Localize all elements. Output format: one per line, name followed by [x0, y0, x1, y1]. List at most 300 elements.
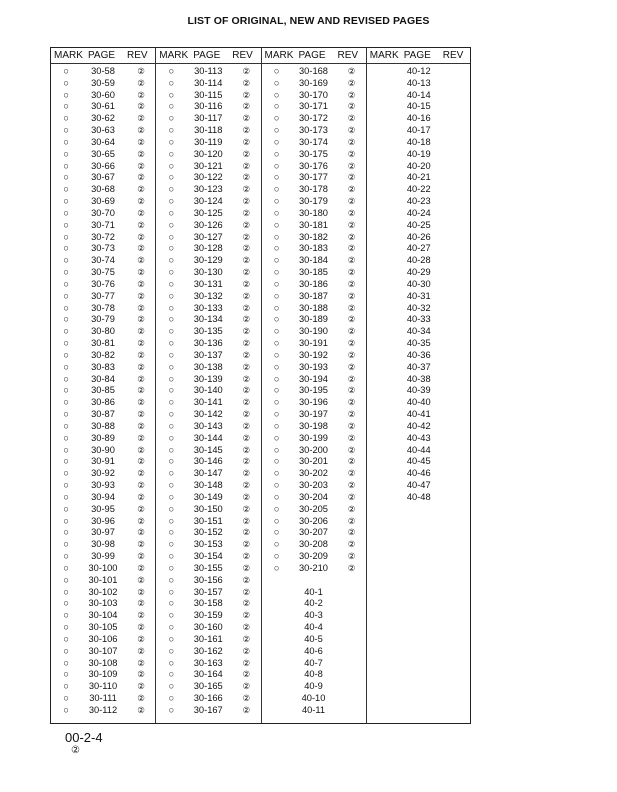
rev-cell: ②	[137, 527, 145, 538]
mark-cell: ○	[63, 290, 69, 301]
column-header-mark: MARK	[159, 50, 189, 61]
page-cell: 30-179	[299, 196, 328, 207]
rev-cell: ②	[137, 77, 145, 88]
rev-cell: ②	[347, 326, 356, 337]
rev-cell: ②	[137, 255, 145, 266]
mark-cell: ○	[63, 101, 69, 112]
mark-cell: ○	[168, 207, 175, 218]
rev-cell: ②	[137, 468, 145, 479]
page-cell: 30-108	[88, 657, 118, 668]
mark-cell: ○	[273, 267, 280, 278]
rev-cell: ②	[347, 77, 356, 88]
mark-cell: ○	[273, 77, 280, 88]
mark-cell: ○	[273, 314, 280, 325]
mark-cell: ○	[63, 515, 69, 526]
page-cell: 30-66	[91, 160, 115, 171]
mark-cell: ○	[63, 480, 69, 491]
mark-cell: ○	[168, 326, 175, 337]
mark-cell: ○	[63, 172, 69, 183]
page-cell: 30-71	[91, 219, 115, 230]
rev-cell: ②	[137, 207, 145, 218]
mark-cell: ○	[168, 444, 175, 455]
rev-cell: ②	[347, 290, 356, 301]
page-cell: 40-8	[304, 669, 323, 680]
rev-cell: ②	[137, 657, 145, 668]
rev-cell: ②	[242, 219, 251, 230]
page-cell: 30-197	[299, 409, 328, 420]
rev-cell: ②	[137, 89, 145, 100]
mark-cell: ○	[168, 314, 175, 325]
rev-cell: ②	[242, 278, 251, 289]
rev-cell: ②	[242, 89, 251, 100]
mark-cell: ○	[63, 574, 69, 585]
mark-cell: ○	[168, 148, 175, 159]
page-cell: 30-173	[299, 125, 328, 136]
page-cell: 30-117	[194, 113, 223, 124]
rev-cell: ②	[137, 349, 145, 360]
page-cell: 40-35	[406, 338, 431, 349]
rev-cell: ②	[347, 148, 356, 159]
page-cell: 30-121	[193, 160, 223, 171]
mark-cell: ○	[168, 338, 175, 349]
rev-cell: ②	[137, 598, 145, 609]
page-cell: 30-145	[193, 444, 223, 455]
page-cell: 30-58	[91, 66, 115, 76]
rev-cell: ②	[137, 704, 145, 715]
page-cell: 40-46	[406, 468, 431, 479]
mark-cell: ○	[273, 66, 280, 76]
rev-cell: ②	[242, 373, 251, 384]
rev-cell: ②	[347, 456, 356, 467]
page-cell: 30-74	[91, 255, 115, 266]
mark-cell: ○	[168, 172, 175, 183]
page-cell: 30-112	[88, 704, 118, 715]
mark-cell: ○	[273, 539, 280, 550]
page-cell: 30-109	[88, 669, 118, 680]
page-cell: 40-4	[304, 622, 323, 632]
rev-cell: ②	[242, 456, 251, 467]
mark-cell: ○	[63, 562, 69, 573]
rev-cell: ②	[242, 314, 251, 325]
mark-cell: ○	[63, 125, 69, 136]
mark-cell: ○	[63, 113, 69, 124]
rev-cell: ②	[137, 338, 145, 349]
mark-cell: ○	[63, 468, 69, 479]
rev-cell: ②	[137, 645, 145, 656]
mark-cell: ○	[273, 290, 280, 301]
column-header-rev: REV	[337, 50, 359, 61]
mark-cell: ○	[168, 586, 175, 597]
page-cell: 30-75	[91, 267, 115, 278]
page-cell: 30-131	[193, 278, 223, 289]
rev-cell: ②	[347, 373, 356, 384]
page-cell: 30-170	[299, 89, 328, 100]
page-cell: 40-19	[406, 148, 431, 159]
page-cell: 30-187	[299, 290, 328, 301]
page-cell: 30-120	[193, 148, 223, 159]
page-cell: 30-166	[193, 692, 223, 703]
mark-cell: ○	[63, 622, 69, 632]
rev-cell: ②	[137, 669, 145, 680]
page-cell: 30-116	[194, 101, 223, 112]
mark-cell: ○	[168, 491, 175, 502]
page-cell: 30-70	[91, 207, 115, 218]
page-cell: 30-119	[194, 136, 223, 147]
mark-cell: ○	[273, 172, 280, 183]
page-cell: 40-26	[406, 231, 431, 242]
page-cell: 30-185	[299, 267, 328, 278]
mark-cell: ○	[168, 527, 175, 538]
page-cell: 30-115	[194, 89, 223, 100]
rev-cell: ②	[242, 243, 251, 254]
page-cell: 30-72	[91, 231, 115, 242]
page-cell: 40-25	[406, 219, 431, 230]
column-header-rev: REV	[442, 50, 464, 61]
rev-cell: ②	[242, 66, 251, 76]
rev-cell: ②	[347, 302, 356, 313]
rev-cell: ②	[347, 314, 356, 325]
page-cell: 30-136	[193, 338, 223, 349]
mark-cell: ○	[168, 302, 175, 313]
page-cell: 30-92	[91, 468, 115, 479]
page-cell: 30-68	[91, 184, 115, 195]
rev-cell: ②	[137, 136, 145, 147]
page-cell: 30-86	[91, 397, 115, 408]
mark-cell: ○	[273, 113, 280, 124]
mark-cell: ○	[168, 77, 175, 88]
mark-cell: ○	[273, 302, 280, 313]
mark-cell: ○	[273, 349, 280, 360]
rev-cell: ②	[347, 432, 356, 443]
page-cell: 40-5	[304, 633, 323, 644]
page-cell: 40-28	[406, 255, 431, 266]
mark-cell: ○	[168, 136, 175, 147]
column-header-rev: REV	[127, 50, 148, 61]
rev-cell: ②	[137, 278, 145, 289]
page-cell: 30-80	[91, 326, 115, 337]
rev-cell: ②	[242, 326, 251, 337]
page-cell: 40-37	[406, 361, 431, 372]
rev-cell: ②	[137, 125, 145, 136]
rev-cell: ②	[242, 160, 251, 171]
rev-cell: ②	[242, 255, 251, 266]
column-header-page: PAGE	[193, 50, 221, 61]
page-cell: 40-42	[406, 420, 431, 431]
page-cell: 30-78	[91, 302, 115, 313]
page-cell: 40-40	[406, 397, 431, 408]
page-cell: 30-202	[299, 468, 328, 479]
rev-cell: ②	[242, 136, 251, 147]
page-cell: 30-77	[91, 290, 115, 301]
page-cell: 30-200	[299, 444, 328, 455]
mark-cell: ○	[63, 645, 69, 656]
rev-cell: ②	[347, 338, 356, 349]
rev-cell: ②	[347, 196, 356, 207]
column-header-mark: MARK	[264, 50, 294, 61]
page-cell: 40-34	[406, 326, 431, 337]
rev-cell: ②	[242, 598, 251, 609]
rev-cell: ②	[242, 633, 251, 644]
rev-cell: ②	[137, 491, 145, 502]
mark-cell: ○	[273, 219, 280, 230]
rev-cell: ②	[137, 444, 145, 455]
rev-cell: ②	[347, 136, 356, 147]
rev-cell: ②	[242, 290, 251, 301]
page-cell: 40-3	[304, 610, 323, 621]
rev-cell: ②	[137, 290, 145, 301]
mark-cell: ○	[63, 551, 69, 562]
page-cell: 40-16	[406, 113, 431, 124]
page-cell: 40-29	[406, 267, 431, 278]
rev-cell: ②	[137, 219, 145, 230]
rev-cell: ②	[242, 432, 251, 443]
page-cell: 30-79	[91, 314, 115, 325]
rev-cell: ②	[347, 551, 356, 562]
mark-cell: ○	[273, 184, 280, 195]
rev-cell: ②	[137, 622, 145, 632]
page-cell: 40-6	[304, 645, 323, 656]
mark-cell: ○	[168, 409, 175, 420]
page-cell: 40-41	[406, 409, 431, 420]
rev-cell: ②	[347, 539, 356, 550]
page-cell: 40-36	[406, 349, 431, 360]
page-cell: 30-203	[299, 480, 328, 491]
rev-cell: ②	[242, 125, 251, 136]
rev-cell: ②	[137, 480, 145, 491]
page-cell: 30-96	[91, 515, 115, 526]
page-cell: 30-160	[193, 622, 223, 632]
column-header-page: PAGE	[298, 50, 326, 61]
mark-cell: ○	[273, 207, 280, 218]
page-cell: 30-88	[91, 420, 115, 431]
page-cell: 30-180	[299, 207, 328, 218]
page-cell: 30-206	[299, 515, 328, 526]
mark-cell: ○	[168, 539, 175, 550]
mark-cell: ○	[63, 338, 69, 349]
footer-revision-mark: ②	[71, 745, 80, 756]
page-cell: 40-45	[406, 456, 431, 467]
rev-cell: ②	[242, 622, 251, 632]
mark-cell: ○	[63, 503, 69, 514]
page-cell: 30-194	[299, 373, 328, 384]
page-title: LIST OF ORIGINAL, NEW AND REVISED PAGES	[187, 15, 430, 27]
mark-cell: ○	[168, 669, 175, 680]
rev-cell: ②	[347, 562, 356, 573]
mark-cell: ○	[168, 196, 175, 207]
page-cell: 30-148	[193, 480, 223, 491]
rev-cell: ②	[347, 278, 356, 289]
page-cell: 40-13	[406, 77, 431, 88]
page-cell: 30-69	[91, 196, 115, 207]
mark-cell: ○	[63, 456, 69, 467]
page-cell: 30-196	[299, 397, 328, 408]
mark-cell: ○	[168, 255, 175, 266]
rev-cell: ②	[137, 432, 145, 443]
page-cell: 40-21	[406, 172, 431, 183]
mark-cell: ○	[273, 515, 280, 526]
rev-cell: ②	[242, 681, 251, 692]
page-cell: 40-20	[406, 160, 431, 171]
mark-cell: ○	[63, 361, 69, 372]
page-cell: 30-110	[88, 681, 118, 692]
rev-cell: ②	[137, 196, 145, 207]
mark-cell: ○	[273, 385, 280, 396]
mark-cell: ○	[168, 66, 175, 76]
page-cell: 40-22	[406, 184, 431, 195]
page-cell: 30-99	[91, 551, 115, 562]
rev-cell: ②	[347, 243, 356, 254]
mark-cell: ○	[63, 539, 69, 550]
page-cell: 30-59	[91, 77, 115, 88]
page-cell: 30-138	[193, 361, 223, 372]
rev-cell: ②	[137, 231, 145, 242]
rev-cell: ②	[242, 267, 251, 278]
mark-cell: ○	[273, 136, 280, 147]
rev-cell: ②	[137, 184, 145, 195]
page-cell: 30-102	[88, 586, 118, 597]
mark-cell: ○	[273, 444, 280, 455]
page-cell: 30-73	[91, 243, 115, 254]
page-cell: 30-132	[193, 290, 223, 301]
page-cell: 40-38	[406, 373, 431, 384]
rev-cell: ②	[242, 503, 251, 514]
rev-cell: ②	[242, 669, 251, 680]
rev-cell: ②	[137, 456, 145, 467]
mark-cell: ○	[63, 243, 69, 254]
mark-cell: ○	[168, 89, 175, 100]
rev-cell: ②	[242, 385, 251, 396]
page-cell: 30-205	[299, 503, 328, 514]
column-header-page: PAGE	[88, 50, 116, 61]
page-cell: 40-27	[406, 243, 431, 254]
page-cell: 30-98	[91, 539, 115, 550]
page-cell: 30-163	[193, 657, 223, 668]
rev-cell: ②	[347, 66, 356, 76]
rev-cell: ②	[137, 610, 145, 621]
page-cell: 30-114	[194, 77, 223, 88]
rev-cell: ②	[137, 420, 145, 431]
page-cell: 30-137	[193, 349, 223, 360]
mark-cell: ○	[63, 432, 69, 443]
mark-cell: ○	[273, 160, 280, 171]
rev-cell: ②	[137, 681, 145, 692]
rev-cell: ②	[242, 148, 251, 159]
page-cell: 30-190	[299, 326, 328, 337]
rev-cell: ②	[347, 184, 356, 195]
mark-cell: ○	[63, 89, 69, 100]
mark-cell: ○	[168, 562, 175, 573]
page-cell: 30-151	[193, 515, 223, 526]
rev-cell: ②	[242, 480, 251, 491]
mark-cell: ○	[273, 125, 280, 136]
rev-cell: ②	[242, 184, 251, 195]
mark-cell: ○	[63, 255, 69, 266]
page-cell: 30-63	[91, 125, 115, 136]
page-cell: 30-82	[91, 349, 115, 360]
mark-cell: ○	[273, 101, 280, 112]
mark-cell: ○	[63, 444, 69, 455]
rev-cell: ②	[137, 385, 145, 396]
page-cell: 40-44	[406, 444, 431, 455]
mark-cell: ○	[63, 219, 69, 230]
page-cell: 30-188	[299, 302, 328, 313]
page-cell: 40-39	[406, 385, 431, 396]
rev-cell: ②	[242, 551, 251, 562]
column-header-mark: MARK	[54, 50, 83, 61]
page-cell: 30-199	[299, 432, 328, 443]
mark-cell: ○	[168, 361, 175, 372]
rev-cell: ②	[242, 657, 251, 668]
rev-cell: ②	[347, 125, 356, 136]
mark-cell: ○	[63, 527, 69, 538]
rev-cell: ②	[242, 444, 251, 455]
mark-cell: ○	[168, 692, 175, 703]
rev-cell: ②	[242, 77, 251, 88]
page-cell: 30-133	[193, 302, 223, 313]
mark-cell: ○	[63, 692, 69, 703]
rev-cell: ②	[242, 397, 251, 408]
page-cell: 30-152	[193, 527, 223, 538]
rev-cell: ②	[242, 207, 251, 218]
group-divider	[261, 48, 262, 723]
page-cell: 30-191	[299, 338, 328, 349]
rev-cell: ②	[347, 172, 356, 183]
page-cell: 30-210	[299, 562, 328, 573]
mark-cell: ○	[273, 148, 280, 159]
page-cell: 30-144	[193, 432, 223, 443]
page-cell: 30-142	[193, 409, 223, 420]
mark-cell: ○	[168, 622, 175, 632]
page-cell: 30-85	[91, 385, 115, 396]
page-cell: 30-81	[91, 338, 115, 349]
mark-cell: ○	[168, 657, 175, 668]
page-cell: 30-127	[193, 231, 223, 242]
rev-cell: ②	[347, 219, 356, 230]
page-cell: 30-156	[193, 574, 223, 585]
footer-page-code: 00-2-4	[65, 730, 103, 745]
rev-cell: ②	[242, 113, 251, 124]
rev-cell: ②	[242, 302, 251, 313]
mark-cell: ○	[168, 610, 175, 621]
rev-cell: ②	[242, 409, 251, 420]
mark-cell: ○	[273, 397, 280, 408]
mark-cell: ○	[63, 491, 69, 502]
page-cell: 30-168	[299, 66, 328, 76]
page-cell: 30-107	[88, 645, 118, 656]
mark-cell: ○	[63, 196, 69, 207]
mark-cell: ○	[63, 136, 69, 147]
revised-pages-table	[50, 47, 471, 724]
rev-cell: ②	[347, 255, 356, 266]
mark-cell: ○	[168, 160, 175, 171]
page-cell: 40-43	[406, 432, 431, 443]
mark-cell: ○	[168, 633, 175, 644]
page-cell: 30-177	[299, 172, 328, 183]
mark-cell: ○	[63, 409, 69, 420]
page-cell: 30-105	[88, 622, 118, 632]
page-cell: 30-208	[299, 539, 328, 550]
rev-cell: ②	[347, 385, 356, 396]
rev-cell: ②	[242, 527, 251, 538]
page-cell: 30-140	[193, 385, 223, 396]
rev-cell: ②	[137, 586, 145, 597]
group-divider	[155, 48, 156, 723]
mark-cell: ○	[273, 503, 280, 514]
rev-cell: ②	[137, 503, 145, 514]
mark-cell: ○	[168, 551, 175, 562]
mark-cell: ○	[168, 184, 175, 195]
column-header-page: PAGE	[403, 50, 431, 61]
